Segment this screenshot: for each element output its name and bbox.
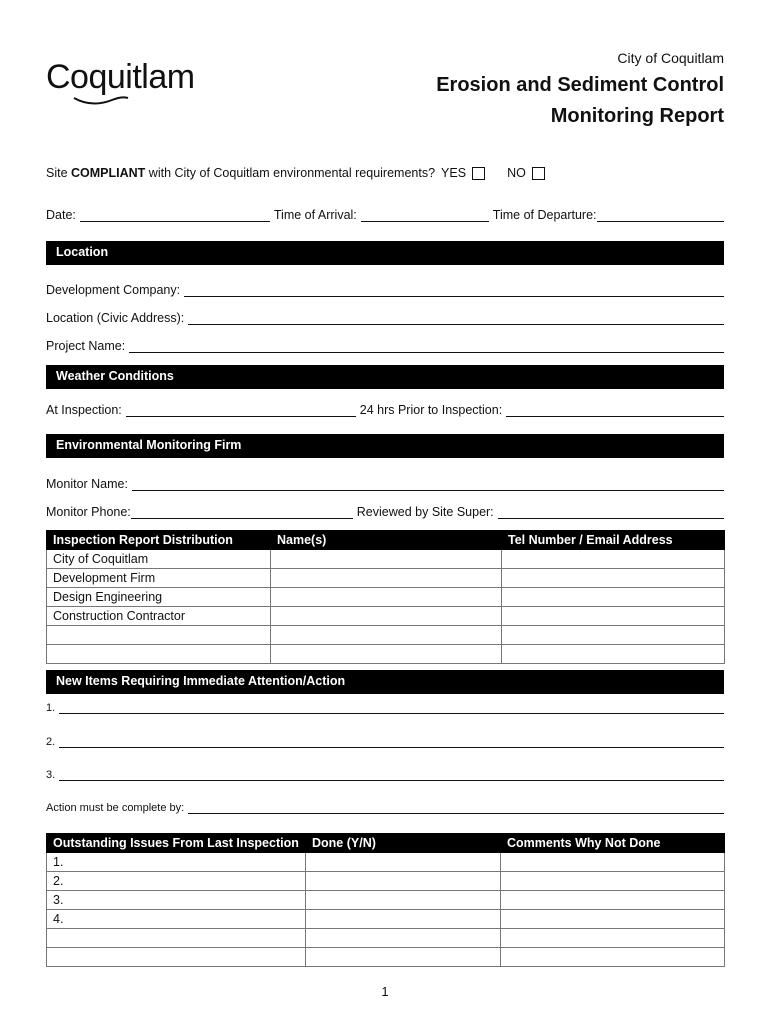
- at-inspection-field[interactable]: [126, 402, 356, 417]
- table-row: [47, 626, 725, 645]
- comment-cell[interactable]: [501, 929, 725, 948]
- logo-swoosh-icon: [72, 94, 132, 108]
- distribution-header-row: [47, 531, 725, 550]
- issue-cell[interactable]: 1.: [47, 853, 306, 872]
- new-item-field[interactable]: [59, 767, 724, 781]
- recipient-cell[interactable]: [47, 645, 271, 664]
- new-item-field[interactable]: [59, 700, 724, 714]
- contact-cell[interactable]: [502, 569, 725, 588]
- contact-col-header: Tel Number / Email Address: [502, 531, 725, 550]
- done-cell[interactable]: [306, 948, 501, 967]
- table-row: [47, 569, 725, 588]
- new-item-row: [46, 767, 724, 781]
- done-cell[interactable]: [306, 891, 501, 910]
- firm-header: Environmental Monitoring Firm: [46, 434, 724, 458]
- recipient-cell: Construction Contractor: [47, 607, 271, 626]
- yes-label: YES: [441, 166, 467, 180]
- address-row: [46, 310, 724, 325]
- company-row: [46, 282, 724, 297]
- table-row: [47, 910, 725, 929]
- table-row: [47, 872, 725, 891]
- project-row: [46, 338, 724, 353]
- compliance-row: [46, 166, 724, 180]
- done-cell[interactable]: [306, 910, 501, 929]
- issue-cell[interactable]: 2.: [47, 872, 306, 891]
- complete-by-label: Action must be complete by:: [46, 802, 185, 814]
- recipient-cell: City of Coquitlam: [47, 550, 271, 569]
- no-label: NO: [507, 166, 526, 180]
- address-label: Location (Civic Address):: [46, 311, 185, 325]
- arrival-label: Time of Arrival:: [273, 208, 357, 222]
- done-cell[interactable]: [306, 853, 501, 872]
- complete-by-field[interactable]: [188, 800, 724, 814]
- new-item-row: [46, 734, 724, 748]
- contact-cell[interactable]: [502, 645, 725, 664]
- at-inspection-label: At Inspection:: [46, 403, 122, 417]
- names-col-header: Name(s): [271, 531, 502, 550]
- city-name: City of Coquitlam: [617, 50, 724, 66]
- date-label: Date:: [46, 208, 76, 222]
- new-item-row: [46, 700, 724, 714]
- comment-cell[interactable]: [501, 910, 725, 929]
- issues-col-header: Outstanding Issues From Last Inspection: [47, 834, 306, 853]
- done-cell[interactable]: [306, 929, 501, 948]
- item-number: 3.: [46, 769, 56, 781]
- done-col-header: Done (Y/N): [306, 834, 501, 853]
- table-row: [47, 588, 725, 607]
- issue-cell[interactable]: 3.: [47, 891, 306, 910]
- recipient-cell: Development Firm: [47, 569, 271, 588]
- recipient-cell[interactable]: [47, 626, 271, 645]
- recipient-cell: Design Engineering: [47, 588, 271, 607]
- table-row: [47, 607, 725, 626]
- reviewed-label: Reviewed by Site Super:: [356, 505, 494, 519]
- name-cell[interactable]: [271, 569, 502, 588]
- outstanding-header-row: [47, 834, 725, 853]
- departure-field[interactable]: [597, 207, 724, 222]
- name-cell[interactable]: [271, 550, 502, 569]
- page-number: 1: [381, 984, 389, 999]
- new-items-header: New Items Requiring Immediate Attention/Action: [46, 670, 724, 694]
- contact-cell[interactable]: [502, 626, 725, 645]
- contact-cell[interactable]: [502, 607, 725, 626]
- done-cell[interactable]: [306, 872, 501, 891]
- name-cell[interactable]: [271, 588, 502, 607]
- reviewed-field[interactable]: [498, 504, 724, 519]
- table-row: [47, 929, 725, 948]
- yes-checkbox[interactable]: [472, 167, 485, 180]
- prior-label: 24 hrs Prior to Inspection:: [359, 403, 503, 417]
- table-row: [47, 645, 725, 664]
- issue-cell[interactable]: [47, 929, 306, 948]
- arrival-field[interactable]: [361, 207, 489, 222]
- new-item-field[interactable]: [59, 734, 724, 748]
- monitor-name-field[interactable]: [132, 476, 724, 491]
- outstanding-table: [46, 833, 725, 967]
- table-row: [47, 948, 725, 967]
- table-row: [47, 891, 725, 910]
- comment-cell[interactable]: [501, 891, 725, 910]
- date-field[interactable]: [80, 207, 270, 222]
- table-row: [47, 550, 725, 569]
- monitor-name-row: [46, 476, 724, 491]
- location-header: Location: [46, 241, 724, 265]
- page-title: [436, 70, 724, 132]
- item-number: 1.: [46, 702, 56, 714]
- table-row: [47, 853, 725, 872]
- weather-header: Weather Conditions: [46, 365, 724, 389]
- complete-by-row: [46, 800, 724, 814]
- date-row: [46, 207, 724, 222]
- item-number: 2.: [46, 736, 56, 748]
- comment-cell[interactable]: [501, 948, 725, 967]
- monitor-phone-row: [46, 504, 724, 519]
- monitor-phone-field[interactable]: [131, 504, 353, 519]
- name-cell[interactable]: [271, 626, 502, 645]
- no-checkbox[interactable]: [532, 167, 545, 180]
- contact-cell[interactable]: [502, 588, 725, 607]
- prior-field[interactable]: [506, 402, 724, 417]
- title-line-1: Erosion and Sediment Control: [436, 74, 724, 96]
- distribution-table: [46, 530, 725, 664]
- name-cell[interactable]: [271, 645, 502, 664]
- name-cell[interactable]: [271, 607, 502, 626]
- address-field[interactable]: [188, 310, 724, 325]
- issue-cell[interactable]: 4.: [47, 910, 306, 929]
- issue-cell[interactable]: [47, 948, 306, 967]
- distribution-col-header: Inspection Report Distribution: [47, 531, 271, 550]
- contact-cell[interactable]: [502, 550, 725, 569]
- project-label: Project Name:: [46, 339, 126, 353]
- project-field[interactable]: [129, 338, 724, 353]
- title-line-2: Monitoring Report: [550, 105, 724, 127]
- comment-cell[interactable]: [501, 872, 725, 891]
- coquitlam-logo: Coquitlam: [46, 58, 195, 96]
- departure-label: Time of Departure:: [492, 208, 597, 222]
- company-label: Development Company:: [46, 283, 181, 297]
- comment-cell[interactable]: [501, 853, 725, 872]
- comments-col-header: Comments Why Not Done: [501, 834, 725, 853]
- monitor-name-label: Monitor Name:: [46, 477, 128, 491]
- compliance-question: Site COMPLIANT with City of Coquitlam environmental requirements?: [46, 166, 436, 180]
- company-field[interactable]: [184, 282, 724, 297]
- weather-row: [46, 402, 724, 417]
- monitor-phone-label: Monitor Phone:: [46, 505, 131, 519]
